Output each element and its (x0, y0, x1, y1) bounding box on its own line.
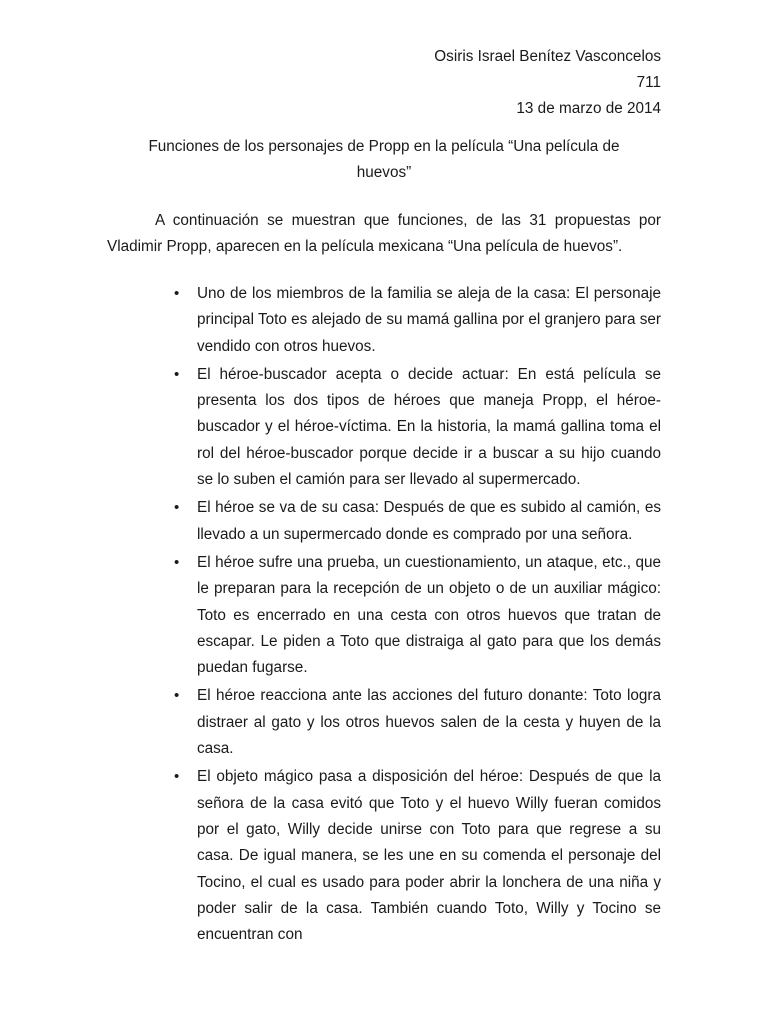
author-name: Osiris Israel Benítez Vasconcelos (434, 48, 661, 65)
bullet-icon: • (174, 365, 180, 383)
list-item-text: El héroe reacciona ante las acciones del futuro donante: Toto logra distraer al gato y los otros huevos salen de la cesta y huyen de la casa. (197, 687, 661, 758)
list-item (107, 550, 661, 681)
list-item (107, 362, 661, 493)
list-item-text: El héroe-buscador acepta o decide actuar: En está película se presenta los dos tipos de héroes que maneja Propp, el héroe-buscador y el héroe-víctima. En la historia, la mamá gallina toma el rol del héroe-buscador porque decide ir a buscar a su hijo cuando se lo suben el camión para ser llevado al supermercado. (197, 365, 661, 489)
list-item-text: El héroe sufre una prueba, un cuestionamiento, un ataque, etc., que le preparan para la recepción de un objeto o de un auxiliar mágico: Toto es encerrado en una cesta con otros huevos que tratan de escapar. Le piden a Toto que distraiga al gato para que los demás puedan fugarse. (197, 553, 661, 677)
list-item-text: El héroe se va de su casa: Después de que es subido al camión, es llevado a un supermercado donde es comprado por una señora. (197, 499, 661, 543)
bullet-icon: • (174, 285, 180, 302)
list-item-text: Uno de los miembros de la familia se aleja de la casa: El personaje principal Toto es alejado de su mamá gallina por el granjero para ser vendido con otros huevos. (197, 285, 661, 355)
bullet-icon: • (174, 687, 180, 705)
group-number: 711 (636, 74, 661, 91)
list-item (107, 683, 661, 762)
bullet-icon: • (174, 499, 180, 517)
document-title: Funciones de los personajes de Propp en la película “Una película de huevos” (148, 138, 620, 181)
list-item (107, 495, 661, 548)
list-item (107, 764, 661, 948)
bullet-icon: • (174, 768, 180, 786)
intro-paragraph: A continuación se muestran que funciones, de las 31 propuestas por Vladimir Propp, aparecen en la película mexicana “Una película de huevos”. (107, 212, 661, 255)
functions-list (107, 281, 661, 948)
bullet-icon: • (174, 553, 180, 571)
list-item-text: El objeto mágico pasa a disposición del héroe: Después de que la señora de la casa evitó que Toto y el huevo Willy fueran comidos por el gato, Willy decide unirse con Toto para que regrese a su casa. De igual manera, se les une en su comenda el personaje del Tocino, el cual es usado para poder abrir la lonchera de una niña y poder salir de la casa. También cuando Toto, Willy y Tocino se encuentran con (197, 768, 661, 944)
document-date: 13 de marzo de 2014 (516, 100, 661, 117)
list-item (107, 281, 661, 360)
